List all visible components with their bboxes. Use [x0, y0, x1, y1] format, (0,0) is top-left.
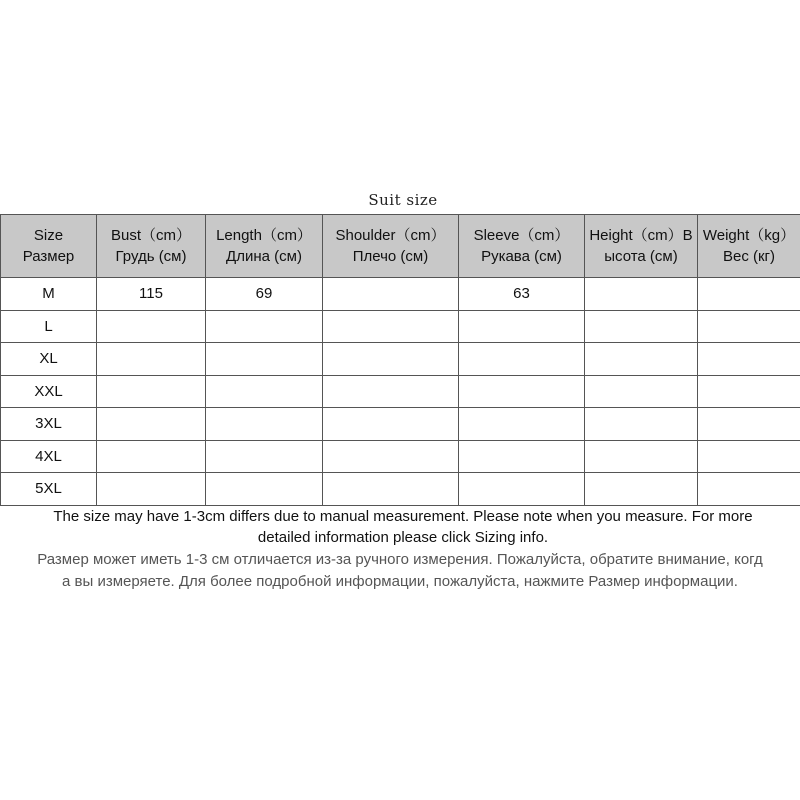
cell-size: 3XL — [1, 408, 97, 441]
header-weight: Weight（kg） Вес (кг) — [698, 215, 800, 278]
cell-bust — [97, 473, 206, 506]
cell-bust — [97, 310, 206, 343]
header-shoulder: Shoulder（cm） Плечо (см) — [323, 215, 459, 278]
cell-bust: 115 — [97, 278, 206, 311]
cell-size: L — [1, 310, 97, 343]
cell-height — [585, 310, 698, 343]
cell-sleeve — [459, 440, 585, 473]
cell-bust — [97, 408, 206, 441]
cell-shoulder — [323, 375, 459, 408]
cell-sleeve — [459, 310, 585, 343]
cell-height — [585, 408, 698, 441]
measurement-note-ru — [0, 549, 800, 593]
cell-weight — [698, 310, 800, 343]
cell-length — [206, 343, 323, 376]
cell-shoulder — [323, 278, 459, 311]
cell-length — [206, 375, 323, 408]
cell-weight — [698, 473, 800, 506]
table-row — [1, 440, 800, 473]
cell-weight — [698, 440, 800, 473]
header-sleeve: Sleeve（cm） Рукава (см) — [459, 215, 585, 278]
table-row — [1, 278, 800, 311]
size-table — [0, 214, 800, 506]
cell-length — [206, 310, 323, 343]
measurement-note-en — [0, 506, 800, 548]
cell-weight — [698, 278, 800, 311]
cell-sleeve — [459, 343, 585, 376]
cell-shoulder — [323, 343, 459, 376]
cell-height — [585, 440, 698, 473]
header-size: Size Размер — [1, 215, 97, 278]
cell-weight — [698, 343, 800, 376]
table-row — [1, 408, 800, 441]
cell-bust — [97, 440, 206, 473]
cell-sleeve — [459, 473, 585, 506]
note-ru-line2: а вы измеряете. Для более подробной информации, пожалуйста, нажмите Размер информации. — [62, 573, 738, 590]
cell-height — [585, 473, 698, 506]
cell-shoulder — [323, 473, 459, 506]
header-bust: Bust（cm） Грудь (см) — [97, 215, 206, 278]
cell-sleeve — [459, 408, 585, 441]
cell-sleeve — [459, 375, 585, 408]
table-header-row — [1, 215, 800, 278]
cell-height — [585, 278, 698, 311]
cell-height — [585, 343, 698, 376]
cell-weight — [698, 375, 800, 408]
cell-bust — [97, 375, 206, 408]
table-row — [1, 375, 800, 408]
cell-sleeve: 63 — [459, 278, 585, 311]
cell-weight — [698, 408, 800, 441]
cell-shoulder — [323, 310, 459, 343]
note-en-line2: detailed information please click Sizing info. — [257, 529, 549, 546]
note-en-line1: The size may have 1-3cm differs due to manual measurement. Please note when you measure. For more — [53, 508, 753, 525]
table-row — [1, 473, 800, 506]
cell-length — [206, 473, 323, 506]
cell-length: 69 — [206, 278, 323, 311]
table-row — [1, 310, 800, 343]
cell-shoulder — [323, 440, 459, 473]
cell-size: 5XL — [1, 473, 97, 506]
cell-bust — [97, 343, 206, 376]
cell-size: XL — [1, 343, 97, 376]
header-length: Length（cm） Длина (см) — [206, 215, 323, 278]
cell-height — [585, 375, 698, 408]
chart-title: Suit size — [368, 191, 438, 209]
cell-length — [206, 408, 323, 441]
cell-length — [206, 440, 323, 473]
header-height: Height（cm）В ысота (см) — [585, 215, 698, 278]
cell-shoulder — [323, 408, 459, 441]
cell-size: 4XL — [1, 440, 97, 473]
cell-size: XXL — [1, 375, 97, 408]
table-row — [1, 343, 800, 376]
cell-size: M — [1, 278, 97, 311]
note-ru-line1: Размер может иметь 1-3 см отличается из-за ручного измерения. Пожалуйста, обратите внимание, когд — [37, 551, 763, 568]
